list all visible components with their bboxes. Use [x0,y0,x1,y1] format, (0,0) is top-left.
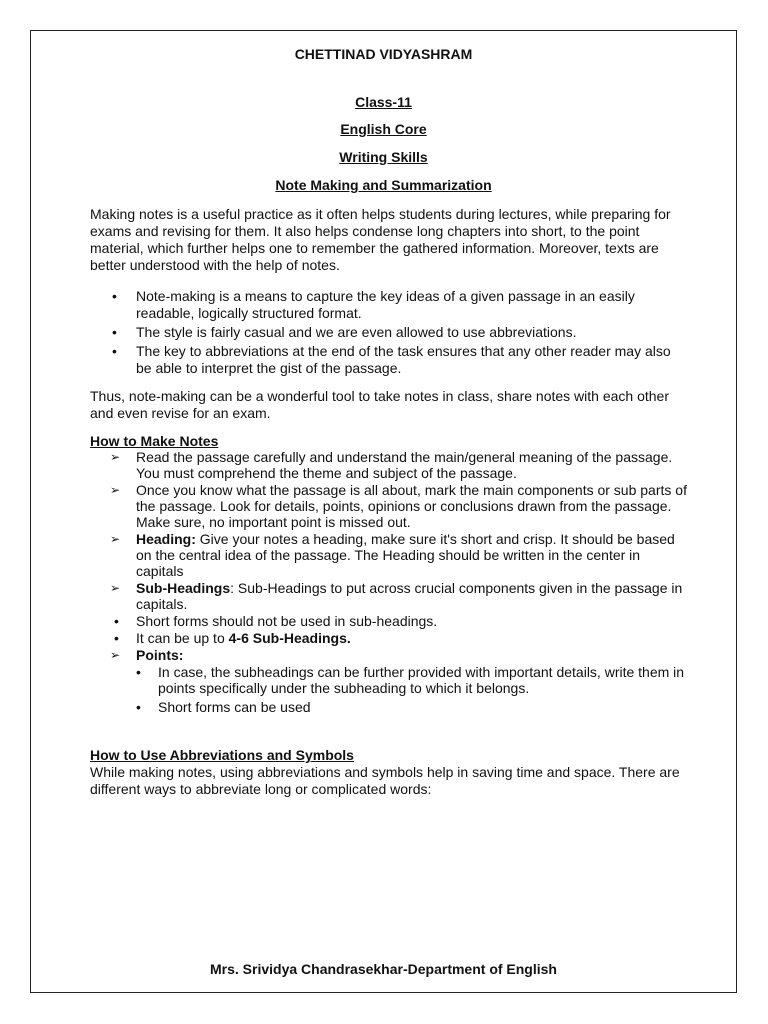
list-item-text: The style is fairly casual and we are even allowed to use abbreviations. [136,324,577,340]
intro-paragraph: Making notes is a useful practice as it often helps students during lectures, while preparing for exams and revising for them. It also helps condense long chapters into short, to the point material, which further helps one to remember the gathered information. Moreover, texts are better understood with the help of notes. [90,206,671,273]
list-item [90,482,690,530]
list-item [90,531,690,579]
bullet-icon: • [114,630,119,646]
list-item [136,699,690,715]
list-item [90,647,690,715]
list-item [90,630,690,646]
topic-title: Note Making and Summarization [275,177,492,193]
list-item-text: The key to abbreviations at the end of the task ensures that any other reader may also be able to interpret the gist of the passage. [136,343,671,376]
class-label: Class-11 [355,94,412,110]
abbreviations-heading: How to Use Abbreviations and Symbols [90,747,354,763]
bullet-icon: • [112,324,117,340]
list-item [90,324,690,341]
class-line [30,94,737,110]
list-item [136,664,690,696]
points-sublist [136,664,690,715]
arrow-bullet-icon: ➢ [110,532,121,546]
how-to-make-heading: How to Make Notes [90,433,219,449]
how-to-make-list [90,449,690,718]
section-title: Writing Skills [339,149,428,165]
footer-author: Mrs. Srividya Chandrasekhar-Department of English [210,961,557,977]
school-name: CHETTINAD VIDYASHRAM [294,46,473,62]
summary-paragraph: Thus, note-making can be a wonderful tool to take notes in class, share notes with each other and even revise for an exam. [90,388,669,421]
section-line [30,149,737,165]
key-points-list [90,288,690,379]
subject-title: English Core [340,121,427,137]
upto-bold: 4-6 Sub-Headings. [228,630,351,646]
bullet-icon: • [112,343,117,359]
bullet-icon: • [112,288,117,304]
list-item [90,613,690,629]
subheadings-rule-label: Sub-Headings [136,580,231,596]
list-item-text: Note-making is a means to capture the key ideas of a given passage in an easily readable, logically structured format. [136,288,635,321]
arrow-bullet-icon: ➢ [110,581,121,595]
topic-line [30,177,737,193]
list-item-text: Short forms can be used [158,699,311,715]
arrow-bullet-icon: ➢ [110,483,121,497]
bullet-icon: • [136,664,141,680]
list-item-text: Read the passage carefully and understand the main/general meaning of the passage. You must comprehend the theme and subject of the passage. [136,449,673,481]
list-item [90,449,690,481]
arrow-bullet-icon: ➢ [110,648,121,662]
heading-rule-label: Heading: [136,531,196,547]
list-item [90,288,690,322]
list-item-text: Once you know what the passage is all about, mark the main components or sub parts of the passage. Look for details, points, opinions or conclusions drawn from the passage. Make sure, no important point is missed out. [136,482,687,530]
list-item-text: In case, the subheadings can be further provided with important details, write them in points specifically under the subheading to which it belongs. [158,664,685,696]
subject-line [30,121,737,137]
list-item [90,580,690,612]
arrow-bullet-icon: ➢ [110,450,121,464]
points-label: Points: [136,647,184,663]
subheadings-rule-text: : Sub-Headings to put across crucial components given in the passage in capitals. [136,580,683,612]
abbreviations-paragraph: While making notes, using abbreviations and symbols help in saving time and space. There are different ways to abbreviate long or complicated words: [90,764,680,797]
heading-rule-text: Give your notes a heading, make sure it's short and crisp. It should be based on the central idea of the passage. The Heading should be written in the center in capitals [136,531,675,579]
upto-prefix: It can be up to [136,630,229,646]
bullet-icon: • [136,699,141,715]
list-item-text: Short forms should not be used in sub-headings. [136,613,438,629]
bullet-icon: • [114,613,119,629]
list-item [90,343,690,377]
